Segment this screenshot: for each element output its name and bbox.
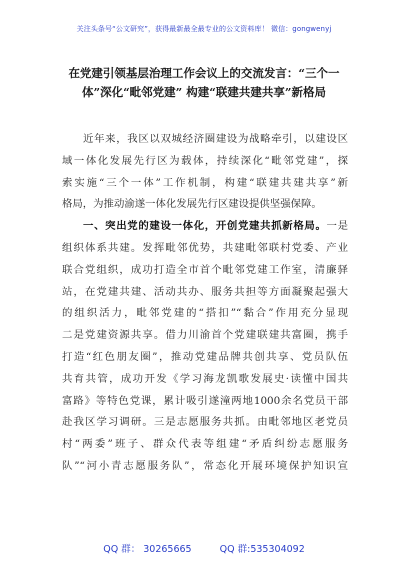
- paragraph-1-line: 格局，为推动渝遂一体化发展先行区建设提供坚强保障。: [62, 198, 322, 211]
- footer-qq-group-2: QQ 群:535304092: [219, 544, 305, 555]
- paragraph-2-line: 村“两委”班子、群众代表等组建“矛盾纠纷志愿服务: [62, 438, 348, 451]
- paragraph-1-line: 索实施“三个一体”工作机制，构建“联建共建共享”新: [62, 176, 348, 189]
- paragraph-2-line: 站，在党建共建、活动共办、服务共担等方面凝聚起强大: [62, 285, 348, 298]
- title-line-2: 体”深化“毗邻党建” 构建“联建共建共享”新格局: [81, 85, 327, 99]
- title-line-1: 在党建引领基层治理工作会议上的交流发言：“三个一: [68, 66, 340, 80]
- document-body: [62, 129, 348, 478]
- paragraph-2-line: 队”“河小青志愿服务队”，常态化开展环境保护知识宣: [62, 459, 348, 472]
- section-heading-tail: 一是: [326, 220, 348, 233]
- paragraph-2-line: 联合党组织，成功打造全市首个毗邻党建工作室，清廉驿: [62, 263, 348, 276]
- paragraph-2-line: 打造“红色朋友圈”，推动党建品牌共创共享、党员队伍: [62, 350, 348, 363]
- footer-qq-group-1: QQ 群： 30265665: [103, 544, 192, 555]
- paragraph-2-line: 赴我区学习调研。三是志愿服务共抓。由毗邻地区老党员: [62, 416, 348, 429]
- paragraph-2-line: 组织体系共建。发挥毗邻优势，共建毗邻联村党委、产业: [62, 241, 348, 254]
- paragraph-2-line: 共育共管，成功开发《学习海龙凯歌发展史·读懂中国共: [62, 372, 348, 385]
- footer-contact: [0, 541, 408, 555]
- paragraph-2-line: 二是党建资源共享。借力川渝首个党建联建共富圈，携手: [62, 329, 348, 342]
- paragraph-2-line: 的组织活力，毗邻党建的“搭扣”“黏合”作用充分显现: [62, 307, 348, 320]
- header-promo-banner: 关注头条号“公文研究”，获得最新最全最专业的公文资料库！ 微信：gongwenyj: [76, 25, 332, 33]
- paragraph-1-line: 近年来，我区以双城经济圈建设为战略牵引，以建设区: [83, 133, 348, 145]
- document-title: [60, 64, 348, 102]
- section-heading-line: [62, 216, 348, 238]
- paragraph-2-line: 富路》等特色党课，累计吸引遂潼两地1000余名党员干部: [62, 394, 348, 407]
- section-heading: 一、突出党的建设一体化，开创党建共抓新格局。: [83, 220, 327, 233]
- paragraph-1-line: 域一体化发展先行区为载体，持续深化“毗邻党建”，探: [62, 154, 348, 167]
